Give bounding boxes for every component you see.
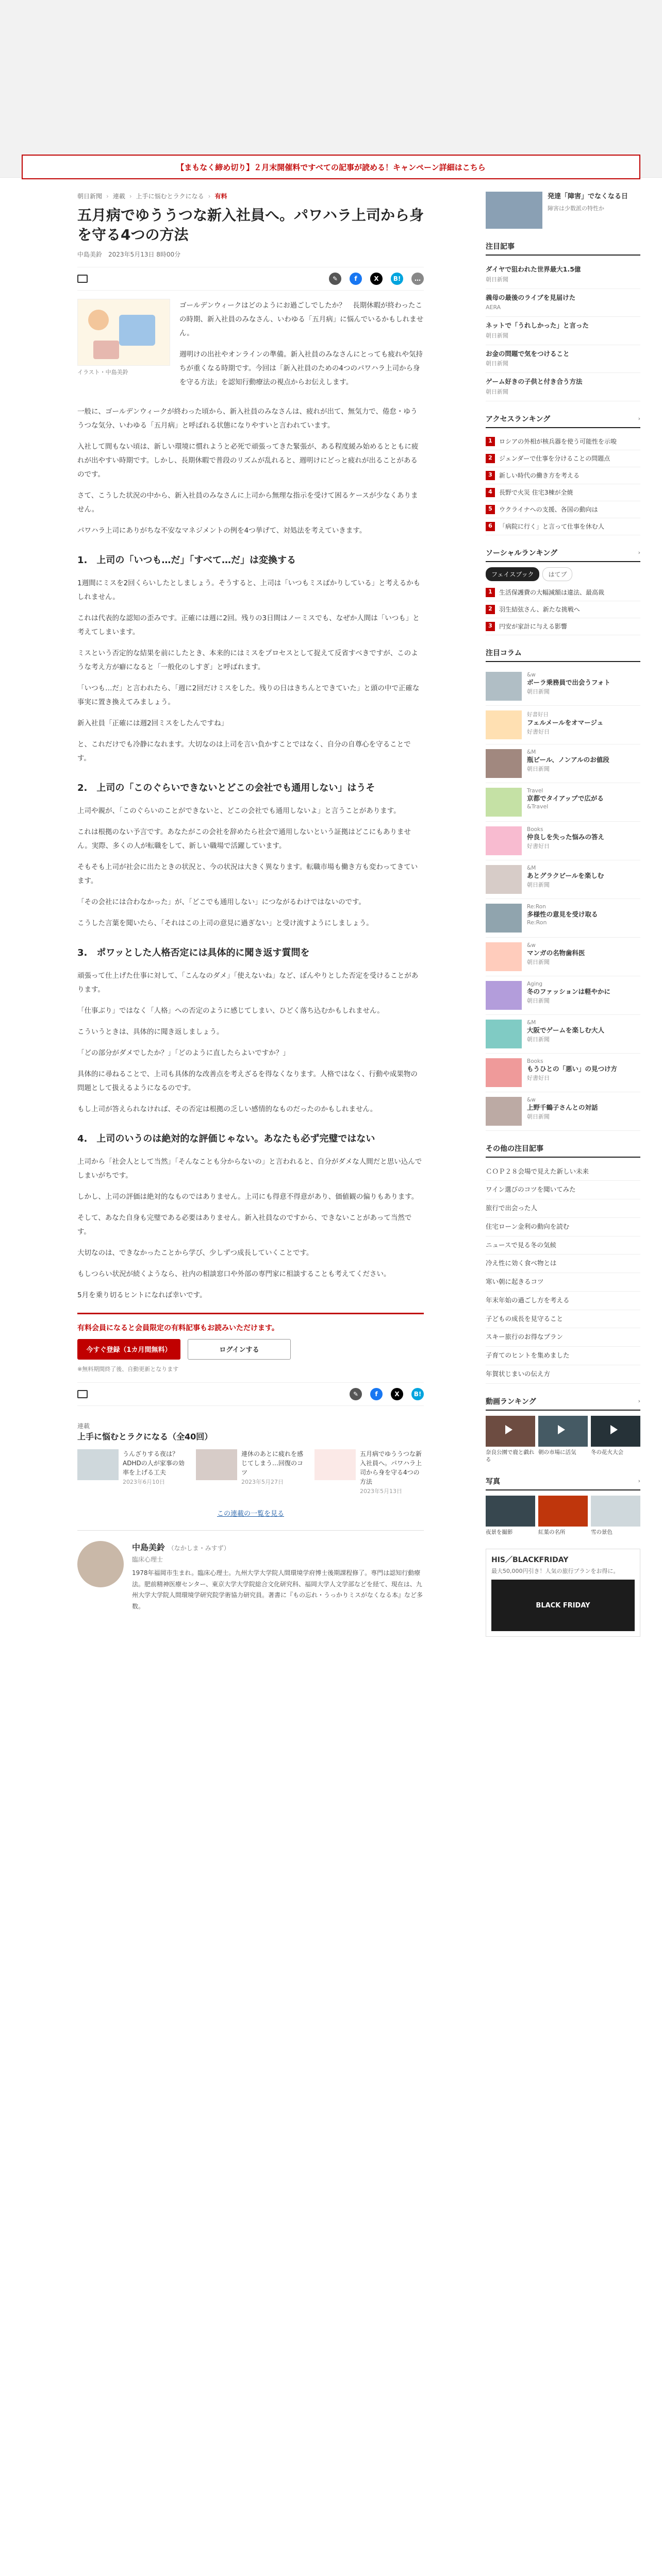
paid-badge: 有料 <box>214 193 227 200</box>
photo-item[interactable]: 紅葉の名所 <box>538 1496 588 1536</box>
more-heading: その他の注目記事 <box>486 1143 640 1158</box>
featured-item[interactable]: ダイヤで狙われた世界最大1.5億 朝日新聞 <box>486 261 640 289</box>
tab-hatebu[interactable]: はてブ <box>542 567 572 581</box>
social-item[interactable]: 1 生活保護費の大幅減額は違法、最高裁 <box>486 584 640 601</box>
more-item[interactable]: 住宅ローン金利の動向を読む <box>486 1218 640 1236</box>
series-label: 連載 <box>77 1422 90 1430</box>
column-item[interactable]: &M 大阪でゲームを楽しむ大人 朝日新聞 <box>486 1015 640 1054</box>
ranking-item[interactable]: 5 ウクライナへの支援、各国の動向は <box>486 501 640 518</box>
ranking-heading: アクセスランキング › <box>486 414 640 428</box>
photo-item[interactable]: 雪の景色 <box>591 1496 640 1536</box>
section-heading-4: 4. 上司のいうのは絶対的な評価じゃない。あなたも必ず完璧ではない <box>77 1133 375 1144</box>
tab-facebook[interactable]: フェイスブック <box>486 567 539 581</box>
column-item[interactable]: &M あとグラクビールを楽しむ 朝日新聞 <box>486 860 640 899</box>
illustration-caption: イラスト・中島美鈴 <box>77 368 128 376</box>
more-item[interactable]: ワイン選びのコツを聞いてみた <box>486 1181 640 1199</box>
body-paragraph: 大切なのは、できなかったことから学び、少しずつ成長していくことです。 <box>77 1248 313 1257</box>
x-icon[interactable]: X <box>391 1388 403 1400</box>
body-paragraph: 1週間にミスを2回くらいしたとしましょう。そうすると、上司は「いつもミスばかりしている」と考えるかもしれません。 <box>77 579 421 601</box>
x-icon[interactable]: X <box>370 273 383 285</box>
bookmark-icon[interactable]: ✎ <box>350 1388 362 1400</box>
breadcrumb: 朝日新聞 › 連載 › 上手に悩むとラクになる › 有料 <box>77 192 227 200</box>
column-item[interactable]: &w 上野千鶴子さんとの対話 朝日新聞 <box>486 1092 640 1131</box>
featured-item[interactable]: お金の問題で気をつけること 朝日新聞 <box>486 345 640 374</box>
facebook-icon[interactable]: f <box>350 273 362 285</box>
more-item[interactable]: ニュースで見る冬の気候 <box>486 1236 640 1255</box>
body-paragraph: 上司から「社会人として当然」「そんなことも分からないの」と言われると、自分がダメな人間だと思い込んでしまいがちです。 <box>77 1157 422 1180</box>
social-heading: ソーシャルランキング › <box>486 548 640 562</box>
article-title: 五月病でゆううつな新入社員へ。パワハラ上司から身を守る4つの方法 <box>77 207 424 243</box>
publish-date: 2023年5月13日 8時00分 <box>108 250 181 258</box>
body-paragraph: こうした言葉を聞いたら、「それはこの上司の意見に過ぎない」と受け流すようにしましょう。 <box>77 919 373 927</box>
series-card[interactable]: うんざりする夜は？ ADHDの人が家事の効率を上げる工夫 2023年6月10日 <box>77 1449 187 1496</box>
body-paragraph: そもそも上司が社会に出たときの状況と、今の状況は大きく異なります。転職市場も働き方も変わってきています。 <box>77 862 418 885</box>
campaign-banner[interactable]: 【まもなく締め切り】２月末開催料ですべての記事が読める！キャンペーン詳細はこちら <box>22 155 640 179</box>
more-item[interactable]: 子どもの成長を見守ること <box>486 1310 640 1329</box>
series-box <box>77 1421 424 1496</box>
column-item[interactable]: Books 仲良しを失った悩みの答え 好書好日 <box>486 822 640 860</box>
article-illustration <box>77 299 170 397</box>
photo-item[interactable]: 夜景を撮影 <box>486 1496 535 1536</box>
featured-item[interactable]: 義母の最後のライブを見届けた AERA <box>486 289 640 317</box>
column-item[interactable]: &w ボーラ乗務員で出会うフォト 朝日新聞 <box>486 667 640 706</box>
section-heading-2: 2. 上司の「このぐらいできないとどこの会社でも通用しない」はうそ <box>77 782 375 793</box>
more-item[interactable]: スキー旅行のお得なプラン <box>486 1328 640 1347</box>
lead-paragraph: ゴールデンウィークはどのようにお過ごしでしたか？ 長期休暇が終わったこの時期、新入社員のみなさん、いわゆる「五月病」に悩んでいるかもしれません。 <box>179 301 424 337</box>
login-button[interactable]: ログインする <box>188 1339 291 1360</box>
body-paragraph: 5月を乗り切るヒントになれば幸いです。 <box>77 1291 207 1299</box>
ranking-item[interactable]: 6 「病院に行く」と言って仕事を休む人 <box>486 518 640 535</box>
bookmark-icon[interactable]: ✎ <box>329 273 341 285</box>
body-paragraph: もしつらい状況が続くようなら、社内の相談窓口や外部の専門家に相談することも考えてください。 <box>77 1269 391 1278</box>
column-item[interactable]: &M 瓶ビール、ノンアルのお値段 朝日新聞 <box>486 744 640 783</box>
column-item[interactable]: Re:Ron 多様性の意見を受け取る Re:Ron <box>486 899 640 938</box>
subscribe-button[interactable]: 今すぐ登録（1カ月間無料） <box>77 1339 180 1360</box>
body-paragraph: 「仕事ぶり」ではなく「人格」への否定のように感じてしまい、ひどく落ち込むかもしれません。 <box>77 1006 384 1015</box>
body-paragraph: 「その会社には合わなかった」が、「どこでも通用しない」につながるわけではないのです。 <box>77 897 366 906</box>
social-item[interactable]: 3 円安が家計に与える影響 <box>486 618 640 635</box>
featured-heading: 注目記事 <box>486 241 640 256</box>
body-paragraph: しかし、上司の評価は絶対的なものではありません。上司にも得意不得意があり、価値観の偏りもあります。 <box>77 1192 419 1201</box>
author-bio: 1978年福岡市生まれ。臨床心理士。九州大学大学院人間環境学府博士後期課程修了。専門は認知行動療法。肥前精神医療センター、東京大学大学院総合文化研究科、福岡大学人文学部などを経て、現在は、九州大学大学院人間環境学研究院学術協力研究員。著書に『もの忘れ・うっかりミスがなくなる本』など多数。 <box>132 1569 423 1610</box>
body-paragraph: 具体的に尋ねることで、上司も具体的な改善点を考えざるを得なくなります。人格ではなく、行動や成果物の問題として扱えるようになるのです。 <box>77 1070 418 1092</box>
more-icon[interactable]: … <box>411 273 424 285</box>
body-paragraph: 頑張って仕上げた仕事に対して、「こんなのダメ」「使えないね」など、ぼんやりとした否定を受けることがあります。 <box>77 971 419 994</box>
print-icon[interactable] <box>77 1390 88 1398</box>
section-heading-1: 1. 上司の「いつも…だ」「すべて…だ」は変換する <box>77 554 296 566</box>
body-paragraph: 入社して間もない頃は、新しい環境に慣れようと必死で頑張ってきた緊張が、ある程度緩み始めるとともに疲れが出やすい時期です。しかし、長期休暇で普段のリズムが乱れると、週明けにどっと疲れが出ることがあるのです。 <box>77 442 419 479</box>
lead-paragraph: 週明けの出社やオンラインの準備。新入社員のみなさんにとっても疲れや気持ちが重くなる時期です。今回は「新入社員のための4つのパワハラ上司から身を守る方法」を認知行動療法の視点からお伝えします。 <box>179 350 423 386</box>
body-paragraph: これは代表的な認知の歪みです。正確には週に2回。残りの3日間はノーミスでも、なぜか人間は「いつも」と考えてしまいます。 <box>77 614 420 636</box>
series-card[interactable]: 連休のあとに疲れを感じてしまう…回復のコツ 2023年5月27日 <box>196 1449 305 1496</box>
share-bar <box>77 267 424 291</box>
more-item[interactable]: 子育てのヒントを集めました <box>486 1347 640 1365</box>
video-item[interactable]: 冬の花火大会 <box>591 1416 640 1464</box>
more-item[interactable]: ＣＯＰ２８会場で見えた新しい未来 <box>486 1163 640 1181</box>
column-item[interactable]: Travel 京都でタイアップで広がる &Travel <box>486 783 640 822</box>
featured-item[interactable]: ネットで「うれしかった」と言った 朝日新聞 <box>486 317 640 345</box>
sidebar-ad[interactable]: 発達「障害」でなくなる日 障害は少数派の特性か <box>486 192 640 229</box>
more-item[interactable]: 寒い朝に起きるコツ <box>486 1273 640 1292</box>
column-item[interactable]: Aging 冬のファッションは軽やかに 朝日新聞 <box>486 976 640 1015</box>
column-item[interactable]: 好書好日 フェルメールをオマージュ 好書好日 <box>486 706 640 744</box>
more-item[interactable]: 冷え性に効く食べ物とは <box>486 1255 640 1273</box>
body-paragraph: パワハラ上司にありがちな不安なマネジメントの例を4つ挙げて、対処法を考えていきます。 <box>77 526 367 535</box>
crumb-home[interactable]: 朝日新聞 <box>77 193 103 200</box>
body-paragraph: もし上司が答えられなければ、その否定は根拠の乏しい感情的なものだったのかもしれません。 <box>77 1105 377 1113</box>
photo-heading: 写真 › <box>486 1476 640 1490</box>
column-heading: 注目コラム <box>486 648 640 662</box>
sidebar <box>486 192 640 1637</box>
column-item[interactable]: &w マンガの名物歯科医 朝日新聞 <box>486 938 640 976</box>
column-item[interactable]: Books もうひとの「悪い」の見つけ方 好書好日 <box>486 1054 640 1092</box>
hatena-icon[interactable]: B! <box>391 273 403 285</box>
video-item[interactable]: 奈良公園で鹿と戯れる <box>486 1416 535 1464</box>
share-bar-bottom <box>77 1382 424 1406</box>
series-card[interactable]: 五月病でゆううつな新入社員へ。パワハラ上司から身を守る4つの方法 2023年5月13日 <box>315 1449 424 1496</box>
body-paragraph: 「いつも…だ」と言われたら、「週に2回だけミスをした。残りの日はきちんとできていた」と頭の中で正確な事実に置き換えてみましょう。 <box>77 684 420 706</box>
article-main <box>77 192 424 1612</box>
ranking-item[interactable]: 2 ジェンダーで仕事を分けることの問題点 <box>486 450 640 467</box>
video-item[interactable]: 朝の市場に活気 <box>538 1416 588 1464</box>
paywall-title: 有料会員になると会員限定の有料記事もお読みいただけます。 <box>77 1324 279 1332</box>
social-item[interactable]: 2 羽生結弦さん、新たな挑戦へ <box>486 601 640 618</box>
crumb-column[interactable]: 上手に悩むとラクになる <box>136 193 204 200</box>
ranking-item[interactable]: 1 ロシアの外相が核兵器を使う可能性を示唆 <box>486 433 640 450</box>
author-box: 中島美鈴 （なかしま・みすず） 臨床心理士 1978年福岡市生まれ。臨床心理士。九州大学大学院人間環境学府博士後期課程修了。専門は認知行動療法。肥前精神医療センター、東京大学大学院総合文化研究科、福岡大学人文学部などを経て、現在は、九州大学大学院人間環境学研究院学術協力研究員。著書に『もの忘れ・うっかりミスがなくなる本』など多数。 <box>77 1530 424 1612</box>
body-paragraph: 上司や親が、「このぐらいのことができないと、どこの会社でも通用しないよ」と言うことがあります。 <box>77 806 401 815</box>
body-paragraph: そして、あなた自身も完璧である必要はありません。新入社員なのですから、できないことがあって当然です。 <box>77 1213 412 1236</box>
body-paragraph: さて、こうした状況の中から、新入社員のみなさんに上司から無理な指示を受けて困るケースが少なくありません。 <box>77 491 418 514</box>
author-name[interactable]: 中島美鈴 <box>77 250 103 258</box>
more-item[interactable]: 年末年始の過ごし方を考える <box>486 1292 640 1310</box>
print-icon[interactable] <box>77 275 88 283</box>
video-heading: 動画ランキング › <box>486 1396 640 1411</box>
promo-box[interactable]: HIS／BLACKFRIDAY 最大50,000円引き！人気の旅行プランをお得に。 BLACK FRIDAY <box>486 1549 640 1637</box>
series-list-link[interactable]: この連載の一覧を見る <box>217 1510 284 1518</box>
body-paragraph: と、これだけでも冷静になれます。大切なのは上司を言い負かすことではなく、自分の自尊心を守ることです。 <box>77 740 411 762</box>
ranking-item[interactable]: 4 長野で火災 住宅3棟が全焼 <box>486 484 640 501</box>
paywall-note: ※無料期間終了後、自動更新となります <box>77 1365 179 1372</box>
body-paragraph: 「どの部分がダメでしたか？」「どのように直したらよいですか？」 <box>77 1048 290 1057</box>
section-heading-3: 3. ポワッとした人格否定には具体的に聞き返す質問を <box>77 947 310 958</box>
series-title[interactable]: 上手に悩むとラクになる（全40回） <box>77 1431 213 1442</box>
author-avatar <box>77 1541 124 1587</box>
hatena-icon[interactable]: B! <box>411 1388 424 1400</box>
paywall <box>77 1313 424 1373</box>
body-paragraph: 一般に、ゴールデンウィークが終わった頃から、新入社員のみなさんは、疲れが出て、無気力で、倦怠・ゆううつな気分、いわゆる「五月病」と呼ばれる状態になりやすいと言われています。 <box>77 407 418 430</box>
body-paragraph: ミスという否定的な結果を前にしたとき、本来的にはミスをプロセスとして捉えて反省すべきですが、このような考え方が癖になると「一般化のしすぎ」と呼ばれます。 <box>77 649 418 671</box>
crumb-series[interactable]: 連載 <box>112 193 125 200</box>
more-item[interactable]: 年賀状じまいの伝え方 <box>486 1365 640 1384</box>
top-ad-area <box>0 0 662 178</box>
facebook-icon[interactable]: f <box>370 1388 383 1400</box>
body-paragraph: 新入社員「正確には週2回ミスをしたんですね」 <box>77 719 228 727</box>
featured-item[interactable]: ゲーム好きの子供と付き合う方法 朝日新聞 <box>486 373 640 401</box>
ranking-item[interactable]: 3 新しい時代の働き方を考える <box>486 467 640 484</box>
author-role: 臨床心理士 <box>132 1556 163 1564</box>
body-paragraph: これは根拠のない予言です。あなたがこの会社を辞めたら社会で通用しないという証拠はどこにもありません。実際、多くの人が転職をして、新しい職場で活躍しています。 <box>77 827 411 850</box>
more-item[interactable]: 旅行で出会った人 <box>486 1199 640 1218</box>
body-paragraph: こういうときは、具体的に聞き返しましょう。 <box>77 1027 224 1036</box>
author-box-name[interactable]: 中島美鈴 <box>132 1543 166 1553</box>
